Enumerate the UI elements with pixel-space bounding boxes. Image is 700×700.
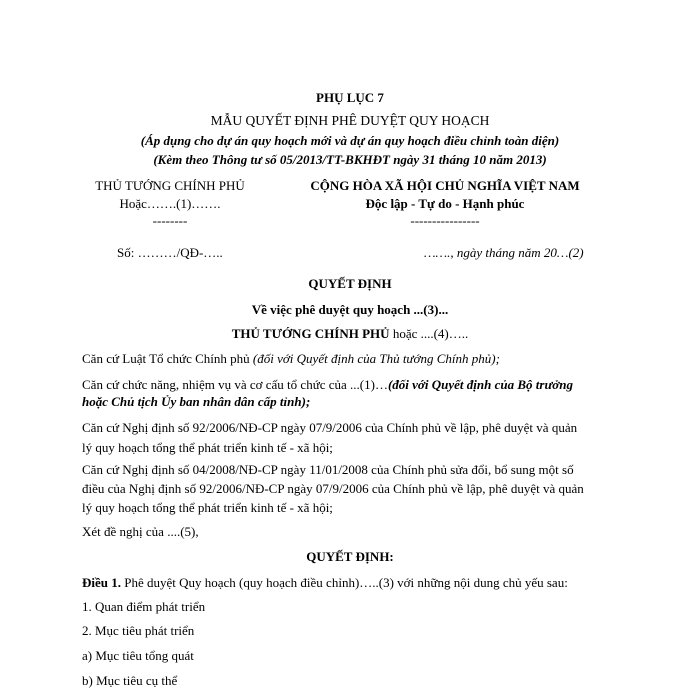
basis-1-text: Căn cứ Luật Tổ chức Chính phủ bbox=[82, 351, 253, 366]
rule-left: -------- bbox=[152, 213, 188, 228]
consider-line: Xét đề nghị của ....(5), bbox=[82, 524, 199, 539]
issuer-header-left: THỦ TƯỚNG CHÍNH PHỦ bbox=[95, 178, 245, 193]
basis-2-note: (đối với Quyết định của Bộ trưởng bbox=[387, 377, 573, 392]
article-1 bbox=[82, 575, 568, 591]
basis-2-cont: hoặc Chủ tịch Ủy ban nhân dân cấp tỉnh); bbox=[82, 394, 311, 409]
attach-note: (Kèm theo Thông tư số 05/2013/TT-BKHĐT ngày 31 tháng 10 năm 2013) bbox=[153, 152, 547, 167]
article-1-text: Phê duyệt Quy hoạch (quy hoạch điều chỉnh)…..(3) với những nội dung chủ yếu sau: bbox=[121, 575, 568, 590]
basis-1 bbox=[82, 351, 500, 367]
article-1-label: Điều 1. bbox=[82, 575, 121, 590]
basis-2-text: Căn cứ chức năng, nhiệm vụ và cơ cấu tổ chức của ...(1)… bbox=[82, 377, 388, 392]
appendix-title: PHỤ LỤC 7 bbox=[316, 90, 384, 105]
basis-4-line3: lý quy hoạch tổng thể phát triển kinh tế - xã hội; bbox=[82, 500, 333, 515]
issuer-alt-left: Hoặc…….(1)……. bbox=[119, 196, 221, 211]
issuer-bold: THỦ TƯỚNG CHÍNH PHỦ bbox=[231, 326, 390, 341]
decides-heading: QUYẾT ĐỊNH: bbox=[306, 549, 394, 564]
document-date: ……., ngày tháng năm 20…(2) bbox=[424, 245, 584, 260]
template-title: MẪU QUYẾT ĐỊNH PHÊ DUYỆT QUY HOẠCH bbox=[210, 113, 490, 128]
basis-3-line2: lý quy hoạch tổng thể phát triển kinh tế - xã hội; bbox=[82, 440, 333, 455]
apply-note: (Áp dụng cho dự án quy hoạch mới và dự án quy hoạch điều chỉnh toàn diện) bbox=[140, 133, 560, 148]
basis-4-line1: Căn cứ Nghị định số 04/2008/NĐ-CP ngày 11/01/2008 của Chính phủ sửa đổi, bổ sung một số bbox=[82, 462, 574, 477]
list-item: 1. Quan điểm phát triển bbox=[82, 599, 206, 614]
nation-header: CỘNG HÒA XÃ HỘI CHỦ NGHĨA VIỆT NAM bbox=[310, 178, 580, 193]
decision-heading: QUYẾT ĐỊNH bbox=[308, 276, 392, 291]
basis-1-note: (đối với Quyết định của Thủ tướng Chính phủ); bbox=[252, 351, 500, 366]
document-number: Số: ………/QĐ-….. bbox=[117, 245, 223, 260]
rule-right: ---------------- bbox=[410, 213, 480, 228]
issuer-line bbox=[0, 326, 700, 342]
issuer-rest: hoặc ....(4)….. bbox=[389, 326, 469, 341]
list-item: a) Mục tiêu tổng quát bbox=[82, 648, 194, 663]
list-item: 2. Mục tiêu phát triển bbox=[82, 623, 195, 638]
decision-subject: Về việc phê duyệt quy hoạch ...(3)... bbox=[251, 302, 449, 317]
basis-2 bbox=[82, 377, 573, 393]
motto: Độc lập - Tự do - Hạnh phúc bbox=[365, 196, 525, 211]
basis-4-line2: điều của Nghị định số 92/2006/NĐ-CP ngày 07/9/2006 của Chính phủ về lập, phê duyệt và quản bbox=[82, 481, 584, 496]
basis-3-line1: Căn cứ Nghị định số 92/2006/NĐ-CP ngày 07/9/2006 của Chính phủ về lập, phê duyệt và quản bbox=[82, 420, 578, 435]
list-item: b) Mục tiêu cụ thể bbox=[82, 673, 178, 688]
